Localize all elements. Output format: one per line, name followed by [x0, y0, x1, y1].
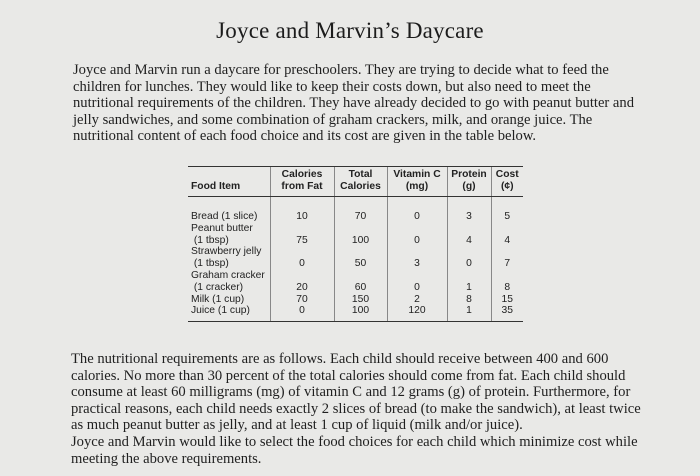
page-title: Joyce and Marvin’s Daycare [216, 18, 484, 43]
objective-paragraph: Joyce and Marvin would like to select the food choices for each child which minimize cost while meeting the above requirements. [71, 434, 638, 467]
cost-cell: 35 [491, 305, 523, 321]
calories-from-fat-cell: 10 [270, 197, 334, 223]
vitamin-c-cell: 2 [387, 294, 447, 306]
food-item-cell: Strawberry jelly (1 tbsp) [191, 246, 262, 270]
calories-from-fat-cell: 70 [270, 294, 334, 306]
table-header-row [188, 167, 523, 197]
cost-cell: 5 [491, 197, 523, 223]
vitamin-c-cell: 0 [387, 223, 447, 247]
protein-cell: 4 [447, 223, 491, 247]
protein-cell: 1 [447, 270, 491, 294]
header-food-item: Food Item [188, 167, 270, 197]
intro-paragraph: Joyce and Marvin run a daycare for preschoolers. They are trying to decide what to feed the children for lunches. They would like to keep their costs down, but also need to meet the nutritional requirements of the children. They have already decided to go with peanut butter and jelly sandwiches, and some combination of graham crackers, milk, and orange juice. The nutritional content of each food choice and its cost are given in the table below. [73, 62, 634, 145]
protein-cell: 3 [447, 197, 491, 223]
table-row [188, 305, 523, 321]
cost-cell: 8 [491, 270, 523, 294]
food-item-cell: Peanut butter (1 tbsp) [191, 222, 253, 246]
food-item-cell: Bread (1 slice) [191, 211, 258, 222]
header-total-calories: Total Calories [334, 167, 387, 197]
vitamin-c-cell: 3 [387, 246, 447, 270]
header-calories-from-fat: Calories from Fat [270, 167, 334, 197]
total-calories-cell: 70 [334, 197, 387, 223]
calories-from-fat-cell: 20 [270, 270, 334, 294]
nutrition-table [188, 166, 523, 322]
table-row [188, 246, 523, 270]
vitamin-c-cell: 120 [387, 305, 447, 321]
header-cost: Cost (¢) [491, 167, 523, 197]
table-row [188, 223, 523, 247]
calories-from-fat-cell: 75 [270, 223, 334, 247]
calories-from-fat-cell: 0 [270, 246, 334, 270]
total-calories-cell: 150 [334, 294, 387, 306]
header-protein: Protein (g) [447, 167, 491, 197]
protein-cell: 1 [447, 305, 491, 321]
total-calories-cell: 60 [334, 270, 387, 294]
total-calories-cell: 100 [334, 305, 387, 321]
cost-cell: 7 [491, 246, 523, 270]
vitamin-c-cell: 0 [387, 197, 447, 223]
cost-cell: 4 [491, 223, 523, 247]
protein-cell: 8 [447, 294, 491, 306]
cost-cell: 15 [491, 294, 523, 306]
calories-from-fat-cell: 0 [270, 305, 334, 321]
table-row [188, 270, 523, 294]
total-calories-cell: 100 [334, 223, 387, 247]
food-item-cell: Graham cracker (1 cracker) [191, 269, 265, 293]
protein-cell: 0 [447, 246, 491, 270]
table-row [188, 197, 523, 223]
food-item-cell: Milk (1 cup) [191, 293, 245, 305]
header-vitamin-c: Vitamin C (mg) [387, 167, 447, 197]
vitamin-c-cell: 0 [387, 270, 447, 294]
table-row [188, 294, 523, 306]
food-item-cell: Juice (1 cup) [188, 305, 270, 321]
requirements-paragraph: The nutritional requirements are as follows. Each child should receive between 400 and 600 calories. No more than 30 percent of the total calories should come from fat. Each child should consume at least 60 milligrams (mg) of vitamin C and 12 grams (g) of protein. Furthermore, for practical reasons, each child needs exactly 2 slices of bread (to make the sandwich), at least twice as much peanut butter as jelly, and at least 1 cup of liquid (milk and/or juice). [71, 351, 641, 434]
total-calories-cell: 50 [334, 246, 387, 270]
